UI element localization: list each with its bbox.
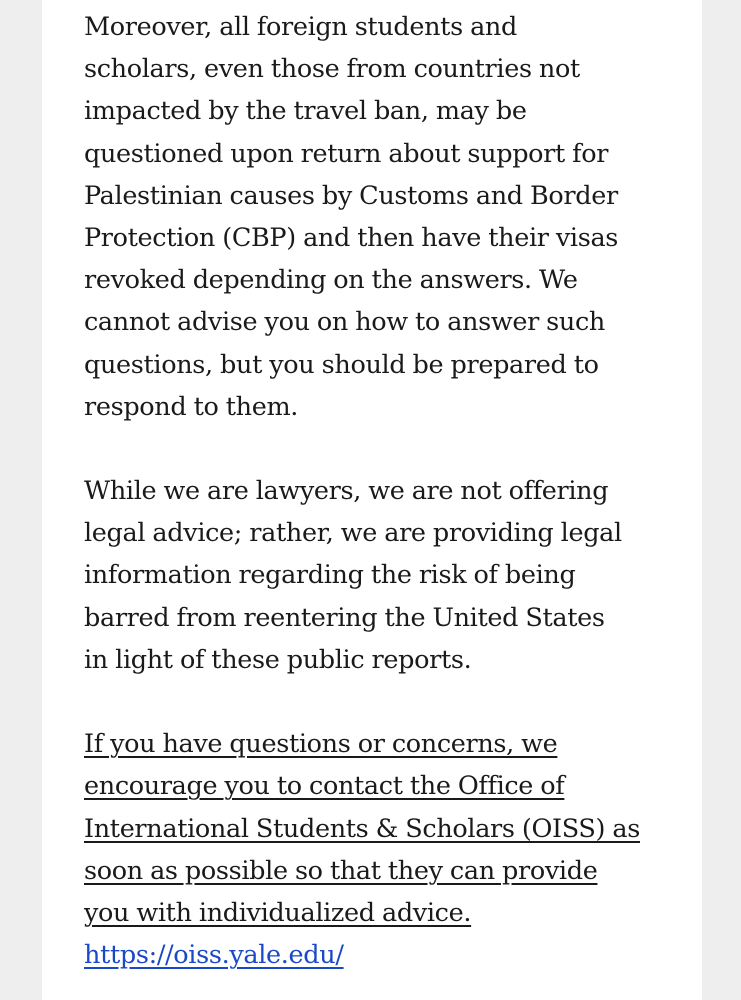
text-line: questions, but you should be prepared to	[84, 349, 599, 380]
document-card	[42, 0, 702, 1000]
text-line: respond to them.	[84, 391, 299, 422]
text-line: While we are lawyers, we are not offering	[84, 476, 609, 507]
underlined-text-line	[84, 808, 702, 850]
text-line: questioned upon return about support for	[84, 138, 609, 169]
underlined-text-line	[84, 765, 702, 807]
paragraph-legal-information	[84, 470, 702, 681]
underlined-text: If you have questions or concerns, we	[84, 729, 558, 760]
underlined-text-line	[84, 850, 702, 892]
text-line: barred from reentering the United States	[84, 602, 605, 633]
underlined-text-line	[84, 723, 702, 765]
text-line: revoked depending on the answers. We	[84, 265, 578, 296]
text-line: Moreover, all foreign students and	[84, 12, 517, 42]
underlined-text: International Students & Scholars (OISS) as	[84, 813, 640, 844]
text-line: Palestinian causes by Customs and Border	[84, 180, 618, 211]
text-line: impacted by the travel ban, may be	[84, 96, 527, 127]
document-body	[84, 6, 702, 976]
underlined-text-line	[84, 892, 702, 934]
text-line: information regarding the risk of being	[84, 560, 576, 591]
text-line: in light of these public reports.	[84, 644, 472, 675]
text-line: legal advice; rather, we are providing legal	[84, 518, 622, 549]
link-line	[84, 934, 702, 976]
underlined-text: encourage you to contact the Office of	[84, 771, 565, 802]
text-line: cannot advise you on how to answer such	[84, 307, 605, 338]
underlined-text: you with individualized advice.	[84, 897, 472, 928]
oiss-link[interactable]: https://oiss.yale.edu/	[84, 940, 344, 971]
text-line: scholars, even those from countries not	[84, 54, 580, 85]
paragraph-contact-oiss	[84, 723, 702, 976]
paragraph-travel-ban-questions	[84, 6, 702, 428]
underlined-text: soon as possible so that they can provide	[84, 855, 598, 886]
text-line: Protection (CBP) and then have their visas	[84, 222, 619, 253]
